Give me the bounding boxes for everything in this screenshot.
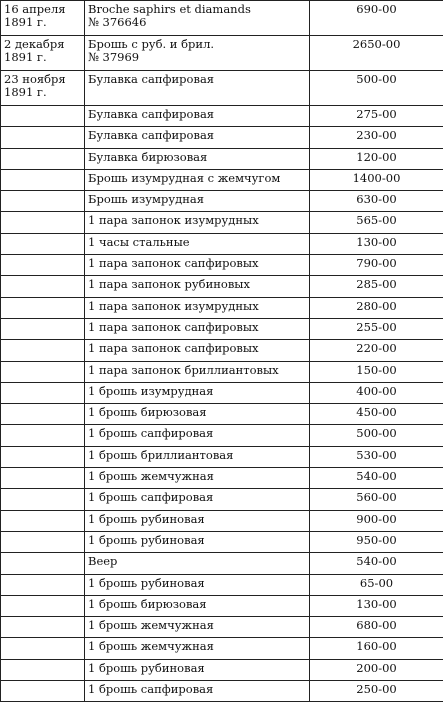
table-row — [1, 169, 443, 190]
item-cell: 1 брошь сапфировая — [85, 681, 310, 702]
table-row — [1, 148, 443, 169]
price-cell: 530-00 — [310, 446, 443, 467]
price-cell: 900-00 — [310, 510, 443, 531]
price-cell: 150-00 — [310, 361, 443, 382]
price-cell: 200-00 — [310, 659, 443, 680]
table-row — [1, 531, 443, 552]
table-row — [1, 425, 443, 446]
date-cell — [1, 297, 85, 318]
price-cell: 130-00 — [310, 595, 443, 616]
price-cell: 255-00 — [310, 318, 443, 339]
table-row — [1, 191, 443, 212]
item-cell: 1 пара запонок изумрудных — [85, 297, 310, 318]
price-cell: 565-00 — [310, 212, 443, 233]
table-row — [1, 468, 443, 489]
price-cell: 120-00 — [310, 148, 443, 169]
ledger-body — [1, 1, 443, 702]
date-cell — [1, 276, 85, 297]
item-cell: 1 брошь бирюзовая — [85, 595, 310, 616]
price-cell: 220-00 — [310, 340, 443, 361]
table-row — [1, 510, 443, 531]
table-row — [1, 276, 443, 297]
date-cell — [1, 169, 85, 190]
item-cell: Булавка сапфировая — [85, 71, 310, 106]
item-cell: 1 брошь рубиновая — [85, 531, 310, 552]
item-cell: 1 брошь рубиновая — [85, 659, 310, 680]
table-row — [1, 106, 443, 127]
table-row — [1, 659, 443, 680]
item-cell: Broche saphirs et diamands № 376646 — [85, 1, 310, 36]
price-cell: 630-00 — [310, 191, 443, 212]
table-row — [1, 1, 443, 36]
table-row — [1, 297, 443, 318]
price-cell: 280-00 — [310, 297, 443, 318]
table-row — [1, 489, 443, 510]
table-row — [1, 36, 443, 71]
table-row — [1, 681, 443, 702]
item-cell: 1 брошь сапфировая — [85, 425, 310, 446]
date-cell — [1, 127, 85, 148]
item-cell: Булавка сапфировая — [85, 127, 310, 148]
price-cell: 250-00 — [310, 681, 443, 702]
item-cell: 1 брошь рубиновая — [85, 574, 310, 595]
item-cell: 1 брошь сапфировая — [85, 489, 310, 510]
item-cell: Брошь изумрудная — [85, 191, 310, 212]
item-cell: 1 брошь жемчужная — [85, 638, 310, 659]
date-cell: 16 апреля 1891 г. — [1, 1, 85, 36]
price-cell: 560-00 — [310, 489, 443, 510]
item-cell: 1 брошь жемчужная — [85, 617, 310, 638]
date-cell — [1, 595, 85, 616]
table-row — [1, 212, 443, 233]
item-cell: Брошь с руб. и брил. № 37969 — [85, 36, 310, 71]
table-row — [1, 233, 443, 254]
item-cell: 1 брошь жемчужная — [85, 468, 310, 489]
date-cell — [1, 425, 85, 446]
date-cell — [1, 404, 85, 425]
item-cell: 1 брошь изумрудная — [85, 382, 310, 403]
date-cell: 2 декабря 1891 г. — [1, 36, 85, 71]
date-cell — [1, 489, 85, 510]
price-cell: 790-00 — [310, 255, 443, 276]
table-row — [1, 71, 443, 106]
item-cell: 1 брошь рубиновая — [85, 510, 310, 531]
table-row — [1, 553, 443, 574]
item-cell: 1 пара запонок бриллиантовых — [85, 361, 310, 382]
item-cell: 1 пара запонок сапфировых — [85, 255, 310, 276]
date-cell — [1, 382, 85, 403]
date-cell — [1, 340, 85, 361]
date-cell — [1, 212, 85, 233]
date-cell — [1, 233, 85, 254]
date-cell — [1, 255, 85, 276]
price-cell: 500-00 — [310, 425, 443, 446]
price-cell: 230-00 — [310, 127, 443, 148]
price-cell: 130-00 — [310, 233, 443, 254]
item-cell: 1 пара запонок сапфировых — [85, 340, 310, 361]
table-row — [1, 617, 443, 638]
item-cell: Булавка бирюзовая — [85, 148, 310, 169]
price-cell: 275-00 — [310, 106, 443, 127]
price-cell: 2650-00 — [310, 36, 443, 71]
date-cell — [1, 531, 85, 552]
date-cell — [1, 553, 85, 574]
price-cell: 400-00 — [310, 382, 443, 403]
table-row — [1, 446, 443, 467]
table-row — [1, 127, 443, 148]
date-cell: 23 ноября 1891 г. — [1, 71, 85, 106]
date-cell — [1, 446, 85, 467]
table-row — [1, 318, 443, 339]
date-cell — [1, 659, 85, 680]
date-cell — [1, 617, 85, 638]
item-cell: Веер — [85, 553, 310, 574]
item-cell: Брошь изумрудная с жемчугом — [85, 169, 310, 190]
table-row — [1, 340, 443, 361]
date-cell — [1, 148, 85, 169]
table-row — [1, 638, 443, 659]
item-cell: 1 часы стальные — [85, 233, 310, 254]
price-cell: 65-00 — [310, 574, 443, 595]
date-cell — [1, 318, 85, 339]
date-cell — [1, 361, 85, 382]
table-row — [1, 404, 443, 425]
price-cell: 1400-00 — [310, 169, 443, 190]
price-cell: 680-00 — [310, 617, 443, 638]
date-cell — [1, 681, 85, 702]
price-cell: 160-00 — [310, 638, 443, 659]
table-row — [1, 595, 443, 616]
price-cell: 285-00 — [310, 276, 443, 297]
item-cell: Булавка сапфировая — [85, 106, 310, 127]
price-cell: 500-00 — [310, 71, 443, 106]
item-cell: 1 брошь бирюзовая — [85, 404, 310, 425]
item-cell: 1 пара запонок рубиновых — [85, 276, 310, 297]
date-cell — [1, 106, 85, 127]
price-cell: 450-00 — [310, 404, 443, 425]
table-row — [1, 361, 443, 382]
price-cell: 540-00 — [310, 553, 443, 574]
date-cell — [1, 574, 85, 595]
date-cell — [1, 191, 85, 212]
table-row — [1, 382, 443, 403]
item-cell: 1 брошь бриллиантовая — [85, 446, 310, 467]
table-row — [1, 255, 443, 276]
date-cell — [1, 510, 85, 531]
date-cell — [1, 638, 85, 659]
item-cell: 1 пара запонок сапфировых — [85, 318, 310, 339]
price-cell: 540-00 — [310, 468, 443, 489]
table-row — [1, 574, 443, 595]
price-cell: 950-00 — [310, 531, 443, 552]
price-cell: 690-00 — [310, 1, 443, 36]
date-cell — [1, 468, 85, 489]
item-cell: 1 пара запонок изумрудных — [85, 212, 310, 233]
